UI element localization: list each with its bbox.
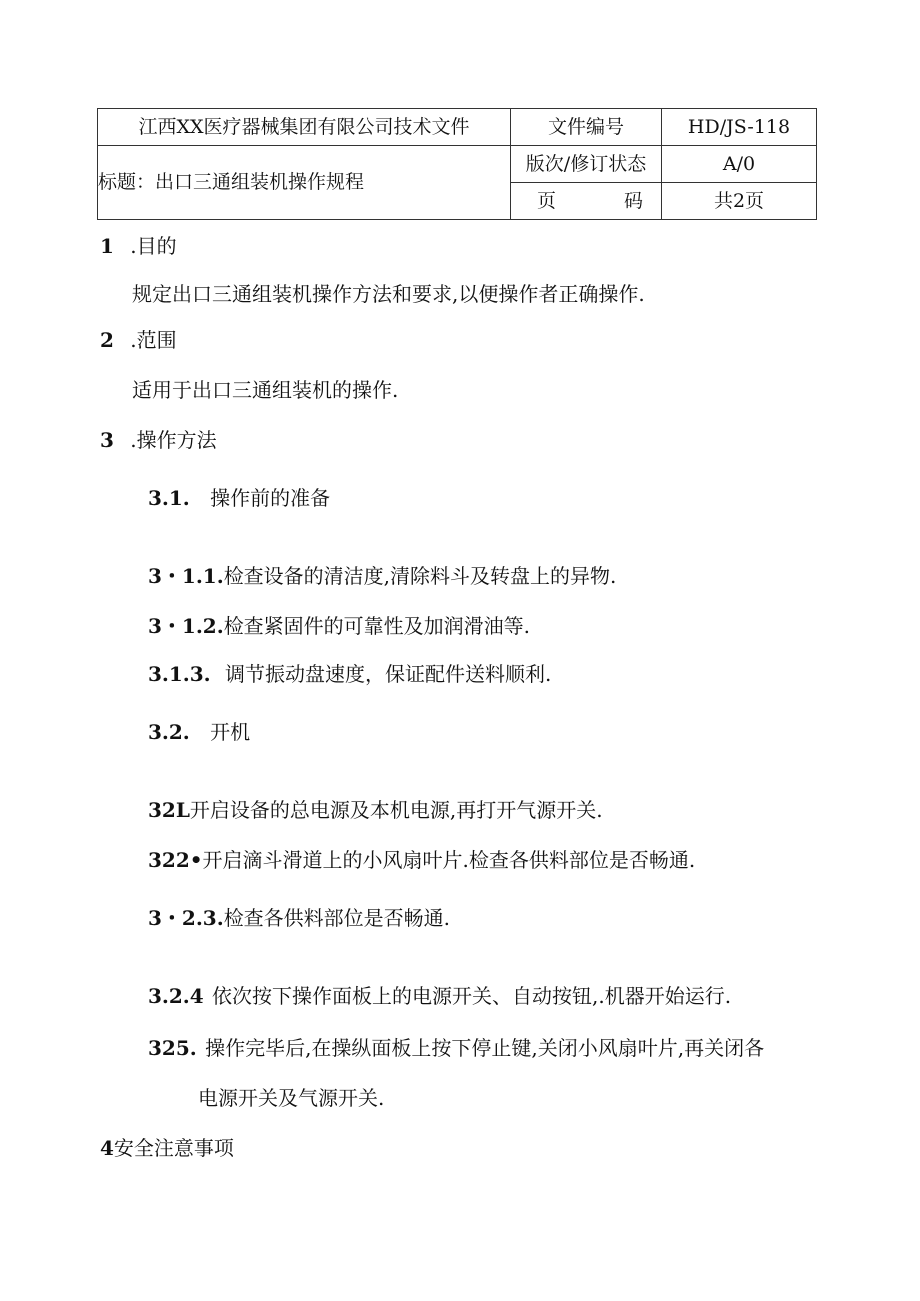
item-3-2-5-continued: 电源开关及气源开关. [198,1086,385,1110]
subsection-3-1 [148,488,330,508]
section-number: 4 [100,1136,114,1160]
item-text: 检查设备的清洁度,清除料斗及转盘上的异物. [223,564,617,588]
item-3-2-2 [148,850,695,870]
company-doc-cell: 江西XX医疗器械集团有限公司技术文件 [98,109,511,146]
document-header-table [97,108,817,220]
item-text: 开启滴斗滑道上的小风扇叶片.检查各供料部位是否畅通. [202,848,696,872]
item-text: 检查紧固件的可靠性及加润滑油等. [223,614,531,638]
section-1-heading [100,236,177,256]
item-text: 检查各供料部位是否畅通. [223,906,451,930]
item-number: 3・1.2. [148,614,224,638]
item-text: 开启设备的总电源及本机电源,再打开气源开关. [189,798,603,822]
subsection-3-2 [148,722,250,742]
item-text: 调节振动盘速度，保证配件送料顺利. [225,662,552,686]
section-2-body: 适用于出口三通组装机的操作. [132,378,399,402]
section-title: .操作方法 [130,428,217,452]
item-text: 依次按下操作面板上的电源开关、自动按钮,.机器开始运行. [212,984,732,1008]
section-3-heading [100,430,217,450]
page-label-b: 码 [623,189,643,212]
item-number: 3・2.3. [148,906,224,930]
version-value: A/0 [662,146,817,183]
section-title: .目的 [130,234,177,258]
item-title: 开机 [210,720,251,744]
section-number: 1 [100,234,114,258]
section-number: 3 [100,428,114,452]
page-label-cell [511,183,662,220]
section-number: 2 [100,328,114,352]
section-4-heading [100,1138,234,1158]
doc-no-value: HD/JS-118 [662,109,817,146]
item-3-2-5 [148,1038,764,1058]
item-3-2-3 [148,908,450,928]
version-label: 版次/修订状态 [511,146,662,183]
item-3-1-1 [148,566,616,586]
page-count-value: 共2页 [662,183,817,220]
item-number: 322• [148,848,203,872]
section-2-heading [100,330,177,350]
item-number: 3.2. [148,720,190,744]
doc-no-label: 文件编号 [511,109,662,146]
item-number: 3.2.4 [148,984,204,1008]
item-number: 3・1.1. [148,564,224,588]
item-3-2-1 [148,800,603,820]
item-3-1-3 [148,664,551,684]
item-number: 32L [148,798,190,822]
section-1-body: 规定出口三通组装机操作方法和要求,以便操作者正确操作. [132,282,645,306]
item-3-2-4 [148,986,731,1006]
item-number: 3.1. [148,486,190,510]
item-title: 操作前的准备 [210,486,331,510]
item-number: 325. [148,1036,197,1060]
doc-title-cell: 标题：出口三通组装机操作规程 [98,146,511,220]
item-text: 操作完毕后,在操纵面板上按下停止键,关闭小风扇叶片,再关闭各 [205,1036,765,1060]
section-title: .范围 [130,328,177,352]
item-3-1-2 [148,616,530,636]
page-label-a: 页 [537,189,557,212]
item-number: 3.1.3. [148,662,211,686]
section-title: 安全注意事项 [113,1136,234,1160]
